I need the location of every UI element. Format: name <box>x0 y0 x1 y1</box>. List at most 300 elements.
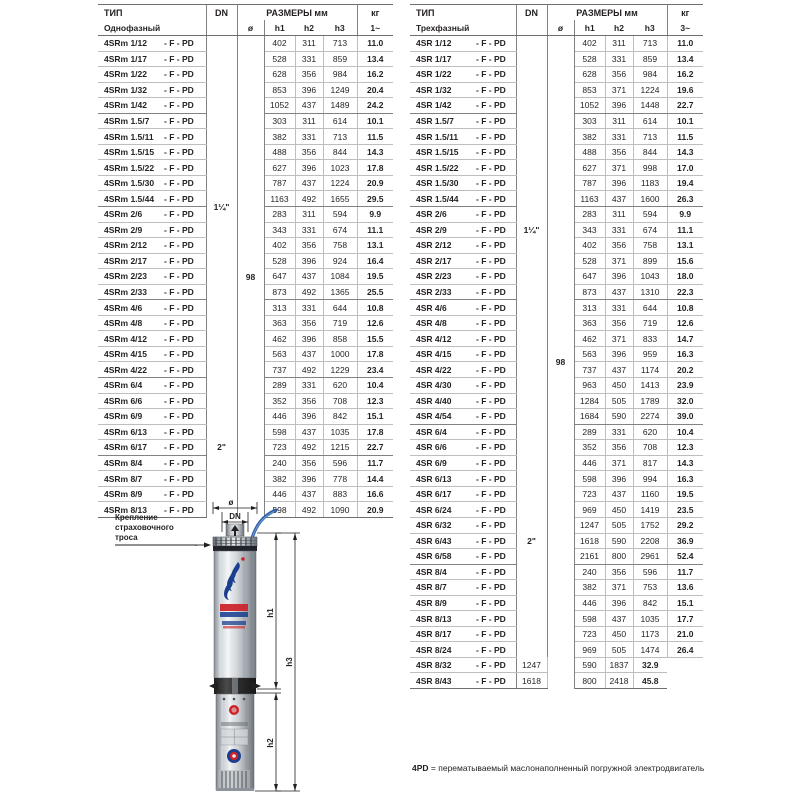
cell-h1: 528 <box>264 253 295 269</box>
cell-weight: 16.6 <box>357 486 393 502</box>
model-name: 4SR 4/30 <box>416 380 452 391</box>
model-name: 4SRm 8/9 <box>104 489 143 500</box>
cell-weight: 10.1 <box>357 113 393 129</box>
model-name: 4SR 8/43 <box>416 675 452 686</box>
cell-weight: 15.1 <box>357 409 393 425</box>
cell-weight: 19.5 <box>357 269 393 285</box>
cell-weight: 45.8 <box>633 673 667 689</box>
cell-type <box>410 657 516 673</box>
cell-type <box>410 471 516 487</box>
model-suffix: - F - PD <box>476 209 506 220</box>
table-row <box>98 36 393 52</box>
cell-h1: 488 <box>264 144 295 160</box>
cell-type <box>98 362 206 378</box>
cell-h3: 1183 <box>633 175 667 191</box>
cell-type <box>98 300 206 316</box>
model-suffix: - F - PD <box>164 426 194 437</box>
cell-h1: 647 <box>574 269 605 285</box>
model-suffix: - F - PD <box>476 364 506 375</box>
cell-type <box>410 113 516 129</box>
cell-weight: 14.7 <box>667 331 703 347</box>
table-header <box>98 5 393 36</box>
cell-h3: 719 <box>633 315 667 331</box>
cell-h3: 899 <box>633 253 667 269</box>
cell-h2: 437 <box>605 486 633 502</box>
cell-h1: 352 <box>264 393 295 409</box>
footnote <box>412 762 712 774</box>
model-suffix: - F - PD <box>476 520 506 531</box>
model-name: 4SRm 8/4 <box>104 458 143 469</box>
cell-type <box>410 144 516 160</box>
cell-h3: 1090 <box>323 502 357 518</box>
cell-type <box>410 300 516 316</box>
model-suffix: - F - PD <box>164 100 194 111</box>
cell-h3: 998 <box>633 160 667 176</box>
model-suffix: - F - PD <box>164 489 194 500</box>
cell-h2: 492 <box>295 440 323 456</box>
cell-h1: 283 <box>574 207 605 223</box>
model-suffix: - F - PD <box>476 426 506 437</box>
cell-type <box>98 346 206 362</box>
cell-weight: 13.1 <box>357 238 393 254</box>
cell-type <box>410 362 516 378</box>
cell-type <box>410 611 516 627</box>
cell-h1: 1163 <box>264 191 295 207</box>
model-name: 4SRm 8/7 <box>104 473 143 484</box>
pump-diagram <box>110 500 390 800</box>
cell-type <box>410 409 516 425</box>
cell-type <box>410 533 516 549</box>
cell-h3: 1413 <box>633 378 667 394</box>
cell-weight: 23.4 <box>357 362 393 378</box>
model-suffix: - F - PD <box>476 333 506 344</box>
model-name: 4SRm 1.5/30 <box>104 178 155 189</box>
header-phase: Трехфазный <box>410 20 516 36</box>
cell-h1: 1284 <box>574 393 605 409</box>
cell-h3: 842 <box>323 409 357 425</box>
model-name: 4SR 4/12 <box>416 333 452 344</box>
cell-type <box>410 129 516 145</box>
cell-h2: 331 <box>605 300 633 316</box>
cell-h2: 437 <box>295 175 323 191</box>
cell-h3: 817 <box>633 455 667 471</box>
cell-h2: 396 <box>605 595 633 611</box>
cell-h1: 1618 <box>516 673 547 689</box>
cell-h2: 371 <box>605 253 633 269</box>
cell-weight: 12.6 <box>667 315 703 331</box>
model-suffix: - F - PD <box>164 193 194 204</box>
model-suffix: - F - PD <box>164 147 194 158</box>
cell-h3: 833 <box>633 331 667 347</box>
cell-weight: 25.5 <box>357 284 393 300</box>
cell-weight: 15.6 <box>667 253 703 269</box>
model-name: 4SR 8/13 <box>416 613 452 624</box>
cell-h1: 969 <box>574 502 605 518</box>
model-name: 4SRm 6/9 <box>104 411 143 422</box>
cell-h3: 614 <box>633 113 667 129</box>
cell-weight: 9.9 <box>667 207 703 223</box>
cell-weight: 16.3 <box>667 346 703 362</box>
cell-type <box>410 486 516 502</box>
cell-h2: 356 <box>605 440 633 456</box>
cell-h2: 371 <box>605 455 633 471</box>
cell-h1: 313 <box>574 300 605 316</box>
cell-type <box>98 471 206 487</box>
cell-type <box>410 191 516 207</box>
cell-weight: 13.6 <box>667 580 703 596</box>
cell-h3: 858 <box>323 331 357 347</box>
single-phase-spec-table <box>98 4 393 518</box>
cell-h2: 492 <box>295 362 323 378</box>
model-name: 4SR 8/7 <box>416 582 447 593</box>
model-name: 4SR 4/6 <box>416 302 447 313</box>
cell-diameter: 98 <box>237 36 264 518</box>
model-suffix: - F - PD <box>164 504 194 515</box>
header-dn-blank <box>206 20 237 36</box>
cell-type <box>410 595 516 611</box>
cell-h1: 628 <box>264 67 295 83</box>
cell-h1: 2161 <box>574 549 605 565</box>
cell-h2: 356 <box>295 315 323 331</box>
cell-type <box>98 175 206 191</box>
cell-weight: 16.4 <box>357 253 393 269</box>
suction-intake <box>209 678 261 694</box>
cell-h2: 492 <box>295 191 323 207</box>
model-name: 4SR 2/17 <box>416 255 452 266</box>
cell-h3: 1474 <box>633 642 667 658</box>
cell-type <box>410 98 516 114</box>
model-name: 4SR 2/23 <box>416 271 452 282</box>
cell-weight: 14.3 <box>667 455 703 471</box>
cell-type <box>410 51 516 67</box>
cell-h2: 311 <box>295 36 323 52</box>
model-suffix: - F - PD <box>164 271 194 282</box>
model-name: 4SRm 2/6 <box>104 209 143 220</box>
model-name: 4SR 2/33 <box>416 287 452 298</box>
cell-h3: 758 <box>633 238 667 254</box>
cell-h2: 356 <box>295 393 323 409</box>
cell-h1: 462 <box>574 331 605 347</box>
cell-h2: 437 <box>295 269 323 285</box>
model-name: 4SRm 6/17 <box>104 442 147 453</box>
cell-weight: 14.3 <box>667 144 703 160</box>
model-name: 4SR 1.5/15 <box>416 147 459 158</box>
cell-h3: 758 <box>323 238 357 254</box>
model-suffix: - F - PD <box>164 442 194 453</box>
model-name: 4SRm 4/22 <box>104 364 147 375</box>
cell-h3: 859 <box>633 51 667 67</box>
cell-h3: 674 <box>323 222 357 238</box>
table-body <box>98 36 393 518</box>
cell-h2: 396 <box>605 98 633 114</box>
cell-h1: 446 <box>574 455 605 471</box>
cell-h2: 492 <box>295 502 323 518</box>
cell-type <box>410 160 516 176</box>
cell-type <box>98 191 206 207</box>
cell-h3: 1043 <box>633 269 667 285</box>
cell-h3: 1224 <box>323 175 357 191</box>
cell-h3: 594 <box>323 207 357 223</box>
cell-h1: 402 <box>574 36 605 52</box>
cell-h3: 984 <box>633 67 667 83</box>
model-name: 4SRm 1.5/22 <box>104 162 155 173</box>
model-suffix: - F - PD <box>164 84 194 95</box>
cell-weight: 19.6 <box>667 82 703 98</box>
cell-h1: 313 <box>264 300 295 316</box>
model-name: 4SR 6/58 <box>416 551 452 562</box>
cell-h1: 969 <box>574 642 605 658</box>
model-suffix: - F - PD <box>164 333 194 344</box>
cell-type <box>410 222 516 238</box>
model-name: 4SR 6/13 <box>416 473 452 484</box>
cell-type <box>98 378 206 394</box>
model-name: 4SRm 1/17 <box>104 53 147 64</box>
cell-h1: 598 <box>264 424 295 440</box>
callout-line-1: Крепление <box>115 513 158 522</box>
cell-weight: 11.0 <box>667 36 703 52</box>
discharge-outlet <box>226 524 244 536</box>
cell-type <box>98 393 206 409</box>
model-suffix: - F - PD <box>164 349 194 360</box>
model-suffix: - F - PD <box>164 302 194 313</box>
model-suffix: - F - PD <box>164 380 194 391</box>
cell-h3: 674 <box>633 222 667 238</box>
cell-weight: 11.0 <box>357 36 393 52</box>
cell-h1: 853 <box>264 82 295 98</box>
cell-h1: 723 <box>264 440 295 456</box>
cell-type <box>98 144 206 160</box>
cell-h2: 331 <box>295 129 323 145</box>
cell-h3: 959 <box>633 346 667 362</box>
cell-h3: 753 <box>633 580 667 596</box>
model-suffix: - F - PD <box>476 660 506 671</box>
cell-type <box>98 82 206 98</box>
cell-type <box>98 207 206 223</box>
cell-type <box>410 440 516 456</box>
table-header <box>410 5 703 36</box>
cell-type <box>410 36 516 52</box>
cell-type <box>98 424 206 440</box>
cell-type <box>410 517 516 533</box>
header-phase-symbol: 1~ <box>357 20 393 36</box>
cell-h1: 598 <box>264 502 295 518</box>
model-suffix: - F - PD <box>164 178 194 189</box>
cell-type <box>410 626 516 642</box>
cell-h2: 450 <box>605 378 633 394</box>
cell-h3: 1365 <box>323 284 357 300</box>
cell-weight: 17.7 <box>667 611 703 627</box>
cell-h1: 598 <box>574 611 605 627</box>
cell-h1: 289 <box>574 424 605 440</box>
model-name: 4SR 1.5/30 <box>416 178 459 189</box>
cell-weight: 11.1 <box>667 222 703 238</box>
single-phase-table-container <box>98 4 396 518</box>
cell-h2: 437 <box>605 284 633 300</box>
cell-h1: 528 <box>574 253 605 269</box>
cell-weight: 17.8 <box>357 346 393 362</box>
cell-h2: 356 <box>295 67 323 83</box>
model-suffix: - F - PD <box>476 442 506 453</box>
cell-h2: 505 <box>605 393 633 409</box>
model-name: 4SRm 1/22 <box>104 69 147 80</box>
model-suffix: - F - PD <box>476 644 506 655</box>
model-suffix: - F - PD <box>476 458 506 469</box>
cell-weight: 22.7 <box>667 98 703 114</box>
header-diameter: ø <box>547 20 574 36</box>
model-name: 4SRm 1.5/44 <box>104 193 155 204</box>
model-suffix: - F - PD <box>476 349 506 360</box>
model-suffix: - F - PD <box>476 613 506 624</box>
cell-h2: 331 <box>605 222 633 238</box>
pump-hydraulic-body <box>214 551 256 678</box>
model-name: 4SR 8/4 <box>416 566 447 577</box>
cell-h2: 356 <box>295 144 323 160</box>
cell-h3: 708 <box>633 440 667 456</box>
cell-type <box>410 315 516 331</box>
model-name: 4SR 1.5/44 <box>416 193 459 204</box>
cell-h2: 331 <box>295 222 323 238</box>
cell-h2: 371 <box>605 331 633 347</box>
cell-weight: 26.4 <box>667 642 703 658</box>
h2-dimension <box>255 693 281 791</box>
cell-h2: 331 <box>295 378 323 394</box>
cell-type <box>98 315 206 331</box>
model-suffix: - F - PD <box>164 224 194 235</box>
header-dn: DN <box>206 5 237 21</box>
cell-h3: 2208 <box>633 533 667 549</box>
cell-h2: 331 <box>605 51 633 67</box>
cell-weight: 13.4 <box>667 51 703 67</box>
cell-type <box>410 67 516 83</box>
model-suffix: - F - PD <box>476 162 506 173</box>
cell-weight: 32.0 <box>667 393 703 409</box>
cell-weight: 12.3 <box>357 393 393 409</box>
cell-h2: 356 <box>295 455 323 471</box>
cell-h2: 311 <box>605 113 633 129</box>
cell-type <box>410 502 516 518</box>
model-suffix: - F - PD <box>476 473 506 484</box>
cell-weight: 22.3 <box>667 284 703 300</box>
model-suffix: - F - PD <box>476 100 506 111</box>
model-name: 4SRm 1.5/7 <box>104 116 150 126</box>
model-name: 4SR 1/22 <box>416 69 452 80</box>
cell-h2: 505 <box>605 642 633 658</box>
cell-h1: 446 <box>264 486 295 502</box>
callout-line-3: троса <box>115 533 138 542</box>
rope-bracket <box>213 537 257 551</box>
cell-type <box>410 269 516 285</box>
model-suffix: - F - PD <box>476 84 506 95</box>
cell-h2: 331 <box>605 424 633 440</box>
cell-weight: 16.2 <box>667 67 703 83</box>
model-suffix: - F - PD <box>476 287 506 298</box>
model-suffix: - F - PD <box>164 411 194 422</box>
model-name: 4SR 1.5/7 <box>416 116 454 126</box>
header-diameter: ø <box>237 20 264 36</box>
cell-h3: 644 <box>633 300 667 316</box>
model-name: 4SR 4/40 <box>416 395 452 406</box>
cell-h3: 1173 <box>633 626 667 642</box>
cell-weight: 17.8 <box>357 424 393 440</box>
model-suffix: - F - PD <box>164 131 194 142</box>
model-name: 4SRm 1/32 <box>104 84 147 95</box>
cell-weight: 20.9 <box>357 175 393 191</box>
cell-weight: 11.5 <box>667 129 703 145</box>
model-suffix: - F - PD <box>476 380 506 391</box>
cell-h3: 596 <box>633 564 667 580</box>
model-suffix: - F - PD <box>164 364 194 375</box>
cell-type <box>98 98 206 114</box>
cell-h1: 737 <box>574 362 605 378</box>
cell-weight: 20.9 <box>357 502 393 518</box>
power-cable <box>252 510 276 538</box>
model-suffix: - F - PD <box>164 287 194 298</box>
model-suffix: - F - PD <box>164 162 194 173</box>
cell-h3: 994 <box>633 471 667 487</box>
cell-h1: 627 <box>264 160 295 176</box>
cell-weight: 14.3 <box>357 144 393 160</box>
cell-weight: 29.5 <box>357 191 393 207</box>
cell-weight: 17.0 <box>667 160 703 176</box>
cell-diameter: 98 <box>547 36 574 689</box>
cell-weight: 19.4 <box>667 175 703 191</box>
model-suffix: - F - PD <box>476 302 506 313</box>
cell-weight: 11.7 <box>357 455 393 471</box>
cell-h3: 644 <box>323 300 357 316</box>
model-name: 4SR 2/12 <box>416 240 452 251</box>
cell-type <box>410 238 516 254</box>
cell-type <box>410 673 516 689</box>
cell-h3: 1789 <box>633 393 667 409</box>
cell-h1: 382 <box>264 471 295 487</box>
cell-h2: 590 <box>574 657 605 673</box>
cell-h2: 437 <box>295 424 323 440</box>
cell-h1: 528 <box>264 51 295 67</box>
cell-h3: 984 <box>323 67 357 83</box>
cell-h1: 289 <box>264 378 295 394</box>
cell-weight: 24.2 <box>357 98 393 114</box>
label-diameter: ø <box>228 500 234 507</box>
model-name: 4SRm 6/6 <box>104 395 143 406</box>
cell-dn: 2" <box>516 424 547 657</box>
cell-weight: 26.3 <box>667 191 703 207</box>
cell-h2: 396 <box>295 471 323 487</box>
cell-h2: 331 <box>605 129 633 145</box>
cell-h1: 1247 <box>516 657 547 673</box>
cell-weight: 19.5 <box>667 486 703 502</box>
cell-h3: 1035 <box>633 611 667 627</box>
three-phase-spec-table <box>410 4 703 689</box>
model-suffix: - F - PD <box>164 38 194 49</box>
cell-h2: 437 <box>295 346 323 362</box>
cell-weight: 10.8 <box>667 300 703 316</box>
cell-type <box>410 549 516 565</box>
model-suffix: - F - PD <box>476 395 506 406</box>
cell-h3: 844 <box>323 144 357 160</box>
cell-weight: 16.2 <box>357 67 393 83</box>
cell-h2: 311 <box>605 36 633 52</box>
cell-h1: 343 <box>264 222 295 238</box>
cell-h2: 396 <box>605 175 633 191</box>
footnote-text: = перематываемый маслонаполненный погружной электродвигатель <box>428 763 705 773</box>
cell-h1: 343 <box>574 222 605 238</box>
cell-h1: 528 <box>574 51 605 67</box>
table-row <box>410 36 703 52</box>
model-name: 4SRm 6/13 <box>104 426 147 437</box>
header-dimensions: РАЗМЕРЫ мм <box>237 5 357 21</box>
cell-weight: 10.4 <box>357 378 393 394</box>
cell-h3: 594 <box>633 207 667 223</box>
